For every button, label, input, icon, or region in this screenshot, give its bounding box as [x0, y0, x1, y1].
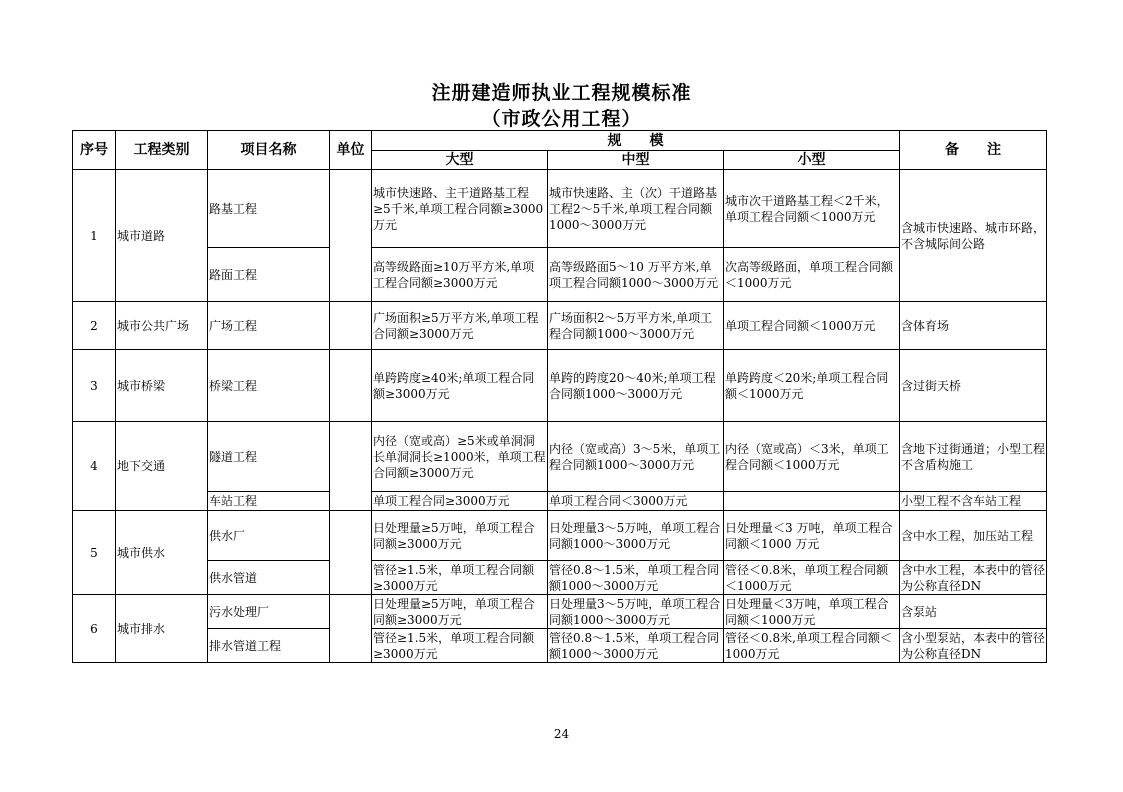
row-category: 城市道路: [116, 170, 208, 302]
row-medium: 广场面积2～5万平方米,单项工程合同额1000～3000万元: [548, 302, 724, 350]
row-small: 内径（宽或高）＜3米，单项工程合同额＜1000万元: [724, 422, 900, 492]
row-small: 城市次干道路基工程＜2千米，单项工程合同额＜1000万元: [724, 170, 900, 248]
row-seq: 2: [73, 302, 116, 350]
row-medium: 单项工程合同＜3000万元: [548, 492, 724, 511]
table-row: [73, 511, 1047, 561]
header-medium: 中型: [548, 151, 724, 170]
table-row: [73, 170, 1047, 248]
row-item: 供水管道: [208, 561, 330, 595]
row-small: 次高等级路面，单项工程合同额＜1000万元: [724, 248, 900, 302]
row-small: 管径＜0.8米,单项工程合同额＜1000万元: [724, 629, 900, 663]
table-row: [73, 629, 1047, 663]
table-row: [73, 422, 1047, 492]
row-category: 城市公共广场: [116, 302, 208, 350]
row-medium: 高等级路面5～10 万平方米,单项工程合同额1000～3000万元: [548, 248, 724, 302]
row-category: 地下交通: [116, 422, 208, 511]
row-medium: 单跨的跨度20～40米;单项工程合同额1000～3000万元: [548, 350, 724, 422]
row-remark: 含过街天桥: [900, 350, 1047, 422]
row-item: 路基工程: [208, 170, 330, 248]
row-small: [724, 492, 900, 511]
row-unit: [330, 302, 372, 350]
row-large: 管径≥1.5米，单项工程合同额≥3000万元: [372, 629, 548, 663]
row-medium: 内径（宽或高）3～5米，单项工程合同额1000～3000万元: [548, 422, 724, 492]
row-category: 城市排水: [116, 595, 208, 663]
row-remark: 小型工程不含车站工程: [900, 492, 1047, 511]
table-row: [73, 302, 1047, 350]
page-number: 24: [553, 727, 570, 741]
header-category: 工程类别: [116, 131, 208, 170]
row-remark: 含城市快速路、城市环路，不含城际间公路: [900, 170, 1047, 302]
row-item: 桥梁工程: [208, 350, 330, 422]
header-large: 大型: [372, 151, 548, 170]
header-small: 小型: [724, 151, 900, 170]
row-remark: 含小型泵站，本表中的管径为公称直径DN: [901, 630, 1046, 661]
row-small: 管径＜0.8米，单项工程合同额＜1000万元: [724, 561, 900, 595]
row-remark: 含泵站: [900, 595, 1047, 629]
row-item: 排水管道工程: [208, 629, 330, 663]
row-unit: [330, 595, 372, 663]
row-unit: [330, 422, 372, 511]
row-large: 管径≥1.5米，单项工程合同额≥3000万元: [372, 561, 548, 595]
row-medium: 日处理量3～5万吨，单项工程合同额1000～3000万元: [548, 595, 724, 629]
row-item: 车站工程: [208, 492, 330, 511]
row-unit: [330, 511, 372, 595]
row-medium: 城市快速路、主（次）干道路基工程2～5千米,单项工程合同额1000～3000万元: [548, 170, 724, 248]
row-unit: [330, 170, 372, 302]
row-large: 城市快速路、主干道路基工程≥5千米,单项工程合同额≥3000万元: [372, 170, 548, 248]
row-medium: 管径0.8～1.5米，单项工程合同额1000～3000万元: [548, 629, 724, 663]
row-small: 单项工程合同额＜1000万元: [724, 302, 900, 350]
row-small: 日处理量＜3万吨，单项工程合同额＜1000万元: [724, 595, 900, 629]
row-item: 隧道工程: [208, 422, 330, 492]
row-large: 单跨跨度≥40米;单项工程合同额≥3000万元: [372, 350, 548, 422]
table-row: [73, 492, 1047, 511]
row-medium: 日处理量3～5万吨，单项工程合同额1000～3000万元: [548, 511, 724, 561]
row-medium: 管径0.8～1.5米，单项工程合同额1000～3000万元: [548, 561, 724, 595]
row-remark: 含地下过街通道；小型工程不含盾构施工: [900, 422, 1047, 492]
row-seq: 3: [73, 350, 116, 422]
row-remark: 含中水工程，本表中的管径为公称直径DN: [901, 562, 1046, 593]
header-unit: 单位: [330, 131, 372, 170]
scale-standard-table: [72, 130, 1047, 663]
document-title: 注册建造师执业工程规模标准: [431, 82, 692, 104]
row-large: 日处理量≥5万吨，单项工程合同额≥3000万元: [372, 511, 548, 561]
row-large: 日处理量≥5万吨，单项工程合同额≥3000万元: [372, 595, 548, 629]
row-large: 内径（宽或高）≥5米或单洞洞长单洞洞长≥1000米，单项工程合同额≥3000万元: [372, 422, 548, 492]
row-remark: 含中水工程，加压站工程: [900, 511, 1047, 561]
row-item: 路面工程: [208, 248, 330, 302]
row-item: 供水厂: [208, 511, 330, 561]
header-remark: 备 注: [900, 131, 1047, 170]
row-seq: 4: [73, 422, 116, 511]
table-row: [73, 595, 1047, 629]
row-item: 广场工程: [208, 302, 330, 350]
table-row: [73, 350, 1047, 422]
table-row: [73, 561, 1047, 595]
document-subtitle: （市政公用工程）: [481, 108, 642, 130]
row-remark: 含体育场: [900, 302, 1047, 350]
row-seq: 5: [73, 511, 116, 595]
row-category: 城市供水: [116, 511, 208, 595]
row-large: 单项工程合同≥3000万元: [372, 492, 548, 511]
row-category: 城市桥梁: [116, 350, 208, 422]
header-seq: 序号: [73, 131, 116, 170]
row-item: 污水处理厂: [208, 595, 330, 629]
row-large: 广场面积≥5万平方米,单项工程合同额≥3000万元: [372, 302, 548, 350]
row-small: 单跨跨度＜20米;单项工程合同额＜1000万元: [724, 350, 900, 422]
row-unit: [330, 350, 372, 422]
row-large: 高等级路面≥10万平方米,单项工程合同额≥3000万元: [372, 248, 548, 302]
row-seq: 1: [73, 170, 116, 302]
header-scale: 规 模: [372, 131, 900, 151]
header-item: 项目名称: [208, 131, 330, 170]
row-small: 日处理量＜3 万吨，单项工程合同额＜1000 万元: [724, 511, 900, 561]
row-seq: 6: [73, 595, 116, 663]
